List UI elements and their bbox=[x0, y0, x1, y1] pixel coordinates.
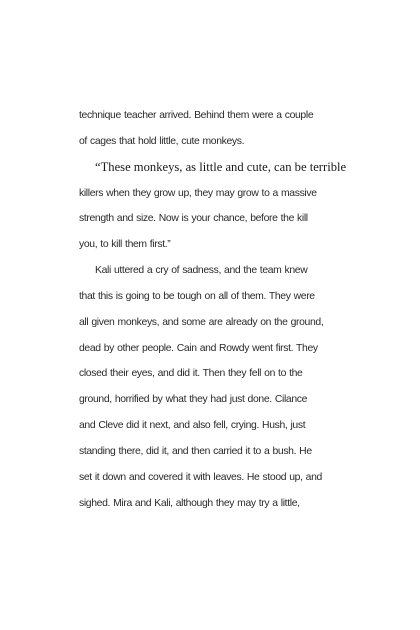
text-line: set it down and covered it with leaves. He stood up, and bbox=[79, 471, 322, 483]
text-line: Kali uttered a cry of sadness, and the team knew bbox=[95, 265, 308, 277]
text-line: standing there, did it, and then carried it to a bush. He bbox=[79, 445, 312, 457]
text-line: you, to kill them first.” bbox=[79, 239, 171, 251]
text-line: of cages that hold little, cute monkeys. bbox=[79, 135, 245, 147]
text-line: killers when they grow up, they may grow to a massive bbox=[79, 187, 317, 199]
text-line: dead by other people. Cain and Rowdy went first. They bbox=[79, 342, 318, 354]
text-line: all given monkeys, and some are already on the ground, bbox=[79, 316, 324, 328]
text-line: strength and size. Now is your chance, before the kill bbox=[79, 213, 308, 225]
text-line: technique teacher arrived. Behind them were a couple bbox=[79, 110, 314, 121]
text-line: that this is going to be tough on all of them. They were bbox=[79, 290, 315, 302]
body-text bbox=[79, 103, 379, 517]
text-line: sighed. Mira and Kali, although they may try a little, bbox=[79, 497, 300, 509]
text-line: and Cleve did it next, and also fell, crying. Hush, just bbox=[79, 420, 306, 432]
text-line: closed their eyes, and did it. Then they fell on to the bbox=[79, 368, 303, 380]
text-line: “These monkeys, as little and cute, can be terrible bbox=[95, 159, 347, 174]
text-line: ground, horrified by what they had just done. Cilance bbox=[79, 394, 308, 406]
